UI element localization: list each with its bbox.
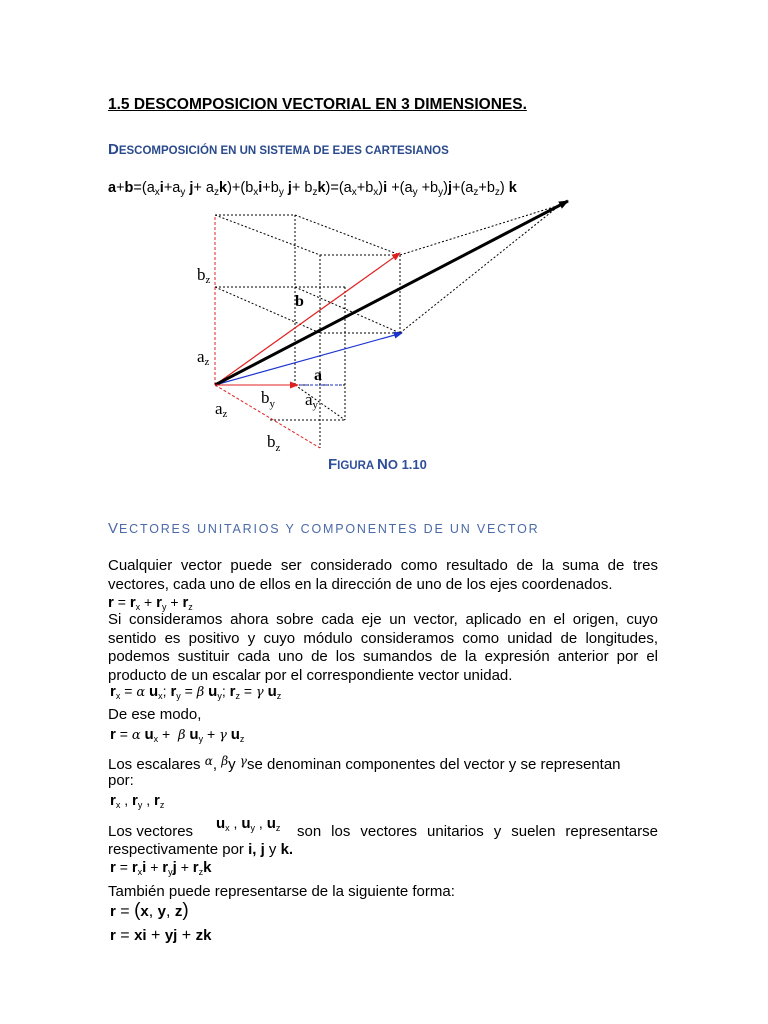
section-heading: 1.5 DESCOMPOSICION VECTORIAL EN 3 DIMENSIONES.: [108, 96, 527, 113]
label-bz-top: bz: [197, 265, 211, 286]
formula-ijk: $r = r_xi + r_yj + r_zk$: [110, 859, 212, 877]
formula-xyz: r = (x, y, z): [110, 900, 189, 921]
subsection-title: DESCOMPOSICIÓN EN UN SISTEMA DE EJES CARTESIANOS: [108, 141, 449, 158]
vector-b-arrow: [215, 253, 400, 385]
text-respectivamente: respectivamente por i, j y k.: [108, 841, 294, 858]
label-ay: ay: [305, 390, 319, 411]
label-by: $b_y$: [261, 388, 275, 410]
vector-figure: [0, 0, 768, 480]
vector-a-arrow: [215, 333, 402, 385]
text-por: por:: [108, 772, 134, 789]
box-construction-lines: [215, 205, 560, 448]
label-b: b: [295, 293, 304, 310]
formula-unit-vectors: $u_x$ , $u_y$ , $u_z$: [216, 815, 281, 833]
label-bz-bottom: $b_z$: [267, 432, 281, 454]
decomposition-equation: $a+b=(a_xi+a_y$ $j+ a_zk)+(b_xi+b_y$ $j+ b_zk)=(a_x+b_x)i +(a_y +b_y)j+(a_z+b_z)$ k: [108, 180, 517, 198]
formula-sum-scalars: r = α $u_x + \beta$ $u_y + \gamma$ $u_z$: [110, 726, 245, 744]
formula-xi-yj-zk: r = xi + yj + zk: [110, 927, 212, 944]
resultant-vector-arrow: [215, 201, 568, 385]
text-vectores-after: son los vectores unitarios y suelen representarse: [297, 823, 658, 840]
figure-caption: FIGURA NO 1.10: [328, 456, 427, 473]
paragraph-intro: Cualquier vector puede ser considerado como resultado de la suma de tres vectores, cada uno de ellos en la dirección de uno de los ejes coordenados.: [108, 557, 658, 593]
text-escalares: Los escalares $^\alpha$, $^\beta$y $^\gamma$se denominan componentes del vector y se representan: [108, 754, 621, 773]
text-de-ese-modo: De ese modo,: [108, 706, 202, 723]
formula-r-list: $r_x$ , $r_y$ , $r_z$: [110, 792, 165, 810]
red-dashed-guides: [215, 215, 320, 448]
text-tambien: También puede representarse de la siguiente forma:: [108, 883, 455, 900]
label-a: a: [314, 367, 322, 384]
formula-r-sum: $r = r_x + r_y + r_z$: [108, 594, 193, 612]
text-vectores: Los vectores: [108, 823, 194, 840]
paragraph-unit-vectors: Si consideramos ahora sobre cada eje un vector, aplicado en el origen, cuyo sentido es positivo y cuyo módulo consideramos como unidad de longitudes, podemos sustituir cada uno de los sumandos de la expresión anterior por el producto de un escalar por el correspondiente vector unidad.: [108, 611, 658, 684]
section-title: VECTORES UNITARIOS Y COMPONENTES DE UN VECTOR: [108, 520, 540, 537]
formula-components: $r_x = \alpha$ $u_x$; $r_y = \beta$ $u_y$; $r_z = \gamma$ $u_z$: [110, 683, 282, 701]
label-az-bottom: az: [215, 399, 228, 420]
label-az-left: az: [197, 347, 210, 368]
